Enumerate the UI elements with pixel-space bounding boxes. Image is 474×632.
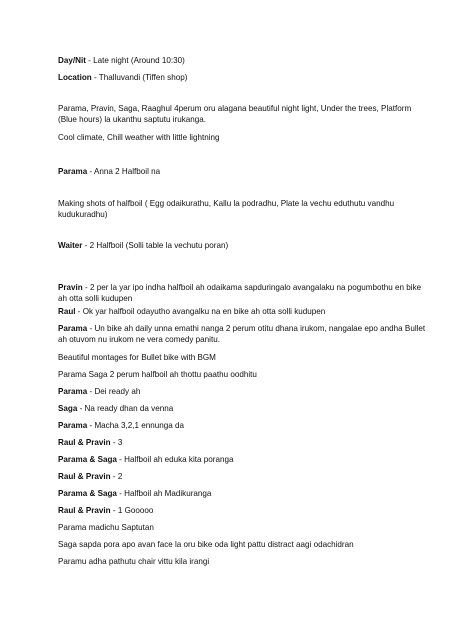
speaker-name: Location: [58, 73, 92, 82]
script-line: [58, 471, 428, 482]
line-text: Parama Saga 2 perum halfboil ah thottu paathu oodhitu: [58, 370, 257, 379]
speaker-name: Day/Nit: [58, 56, 86, 65]
line-text: - Un bike ah daily unna emathi nanga 2 perum otitu dhana irukom, nangalae epo andha Bullet ah otuvom nu irukom ne vera comedy panitu.: [58, 324, 426, 344]
script-line: [58, 369, 428, 380]
line-text: - Thalluvandi (Tiffen shop): [91, 73, 188, 82]
speaker-name: Parama: [58, 421, 88, 430]
line-text: - Halfboil ah eduka kita poranga: [116, 455, 234, 464]
speaker-name: Parama: [58, 167, 88, 176]
line-text: - Dei ready ah: [87, 387, 141, 396]
line-text: Parama, Pravin, Saga, Raaghul 4perum oru alagana beautiful night light, Under the trees, Platform (Blue hours) la ukanthu saptutu irukanga.: [58, 104, 412, 124]
line-text: Saga sapda pora apo avan face la oru bike oda light pattu distract aagi odachidran: [58, 540, 354, 549]
script-line: [58, 240, 428, 251]
line-text: - Anna 2 Halfboil na: [87, 167, 161, 176]
speaker-name: Parama: [58, 387, 88, 396]
line-text: Cool climate, Chill weather with little lightning: [58, 133, 220, 142]
script-line: [58, 556, 428, 567]
script-line: [58, 488, 428, 499]
line-text: - 1 Gooooo: [110, 506, 154, 515]
speaker-name: Parama & Saga: [58, 455, 117, 464]
script-line: [58, 132, 428, 143]
speaker-name: Raul & Pravin: [58, 506, 111, 515]
speaker-name: Raul & Pravin: [58, 472, 111, 481]
script-line: [58, 72, 428, 83]
script-line: [58, 198, 428, 220]
line-text: - Macha 3,2,1 ennunga da: [87, 421, 184, 430]
line-text: - 2 per la yar ipo indha halfboil ah odaikama sapduringalo avangalaku na pogumbothu en bike ah otta solli kudupen: [58, 283, 422, 303]
line-text: Parama madichu Saptutan: [58, 523, 154, 532]
script-line: [58, 166, 428, 177]
line-text: - 2 Halfboil (Solli table la vechutu poran): [82, 241, 229, 250]
script-line: [58, 352, 428, 363]
line-text: - 2: [110, 472, 123, 481]
line-text: - 3: [110, 438, 123, 447]
script-line: [58, 539, 428, 550]
script-line: [58, 420, 428, 431]
script-line: [58, 522, 428, 533]
script-line: [58, 282, 428, 304]
script-line: [58, 386, 428, 397]
script-line: [58, 306, 428, 317]
speaker-name: Saga: [58, 404, 78, 413]
script-line: [58, 437, 428, 448]
script-line: [58, 103, 428, 125]
script-line: [58, 454, 428, 465]
line-text: Beautiful montages for Bullet bike with BGM: [58, 353, 216, 362]
speaker-name: Parama & Saga: [58, 489, 117, 498]
speaker-name: Raul & Pravin: [58, 438, 111, 447]
speaker-name: Pravin: [58, 283, 83, 292]
line-text: Paramu adha pathutu chair vittu kila irangi: [58, 557, 210, 566]
script-line: [58, 323, 428, 345]
line-text: - Ok yar halfboil odayutho avangalku na en bike ah otta solli kudupen: [75, 307, 326, 316]
script-line: [58, 403, 428, 414]
line-text: - Halfboil ah Madikuranga: [116, 489, 212, 498]
line-text: - Na ready dhan da venna: [77, 404, 174, 413]
speaker-name: Raul: [58, 307, 76, 316]
script-line: [58, 55, 428, 66]
line-text: Making shots of halfboil ( Egg odaikurathu, Kallu la podradhu, Plate la vechu eduthutu vandhu kudukuradhu): [58, 199, 395, 219]
speaker-name: Waiter: [58, 241, 83, 250]
speaker-name: Parama: [58, 324, 88, 333]
script-line: [58, 505, 428, 516]
line-text: - Late night (Around 10:30): [85, 56, 185, 65]
